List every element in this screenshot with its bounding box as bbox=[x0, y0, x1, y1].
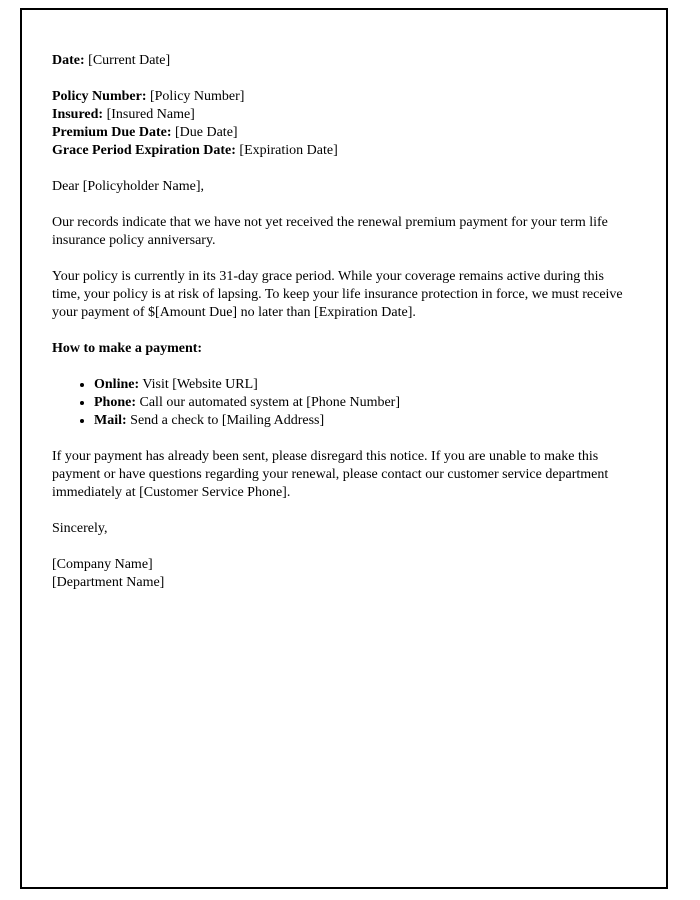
payment-method-online-text: Visit [Website URL] bbox=[139, 377, 258, 392]
payment-heading: How to make a payment: bbox=[52, 341, 203, 356]
insured-line bbox=[52, 106, 624, 124]
payment-method-mail-label: Mail: bbox=[94, 413, 127, 428]
policy-number-line bbox=[52, 88, 624, 106]
salutation: Dear [Policyholder Name], bbox=[52, 179, 204, 194]
signature-department: [Department Name] bbox=[52, 575, 165, 590]
signature-block bbox=[52, 556, 624, 592]
grace-expiration-value: [Expiration Date] bbox=[235, 143, 338, 158]
signature-company: [Company Name] bbox=[52, 557, 153, 572]
insured-label: Insured: bbox=[52, 107, 104, 122]
payment-method-phone-label: Phone: bbox=[94, 395, 136, 410]
grace-expiration-label: Grace Period Expiration Date: bbox=[52, 143, 236, 158]
premium-due-value: [Due Date] bbox=[171, 125, 238, 140]
paragraph-records: Our records indicate that we have not yet received the renewal premium payment for your term life insurance policy anniversary. bbox=[52, 215, 608, 248]
letter-page bbox=[20, 8, 668, 889]
payment-method-phone bbox=[94, 394, 624, 412]
payment-methods-list bbox=[52, 376, 624, 430]
payment-method-phone-text: Call our automated system at [Phone Number] bbox=[136, 395, 400, 410]
payment-method-online bbox=[94, 376, 624, 394]
closing: Sincerely, bbox=[52, 521, 108, 536]
date-value: [Current Date] bbox=[84, 53, 171, 68]
policy-meta-block bbox=[52, 88, 624, 160]
paragraph-disregard: If your payment has already been sent, please disregard this notice. If you are unable to make this payment or have questions regarding your renewal, please contact our customer service department immediately at [Customer Service Phone]. bbox=[52, 449, 609, 500]
insured-value: [Insured Name] bbox=[103, 107, 195, 122]
payment-method-mail bbox=[94, 412, 624, 430]
payment-method-online-label: Online: bbox=[94, 377, 140, 392]
date-line bbox=[52, 52, 624, 70]
date-label: Date: bbox=[52, 53, 85, 68]
premium-due-label: Premium Due Date: bbox=[52, 125, 172, 140]
payment-method-mail-text: Send a check to [Mailing Address] bbox=[126, 413, 325, 428]
premium-due-line bbox=[52, 124, 624, 142]
policy-number-value: [Policy Number] bbox=[146, 89, 245, 104]
paragraph-grace-period: Your policy is currently in its 31-day grace period. While your coverage remains active during this time, your policy is at risk of lapsing. To keep your life insurance protection in force, we must receive your payment of $[Amount Due] no later than [Expiration Date]. bbox=[52, 269, 623, 320]
grace-expiration-line bbox=[52, 142, 624, 160]
policy-number-label: Policy Number: bbox=[52, 89, 147, 104]
